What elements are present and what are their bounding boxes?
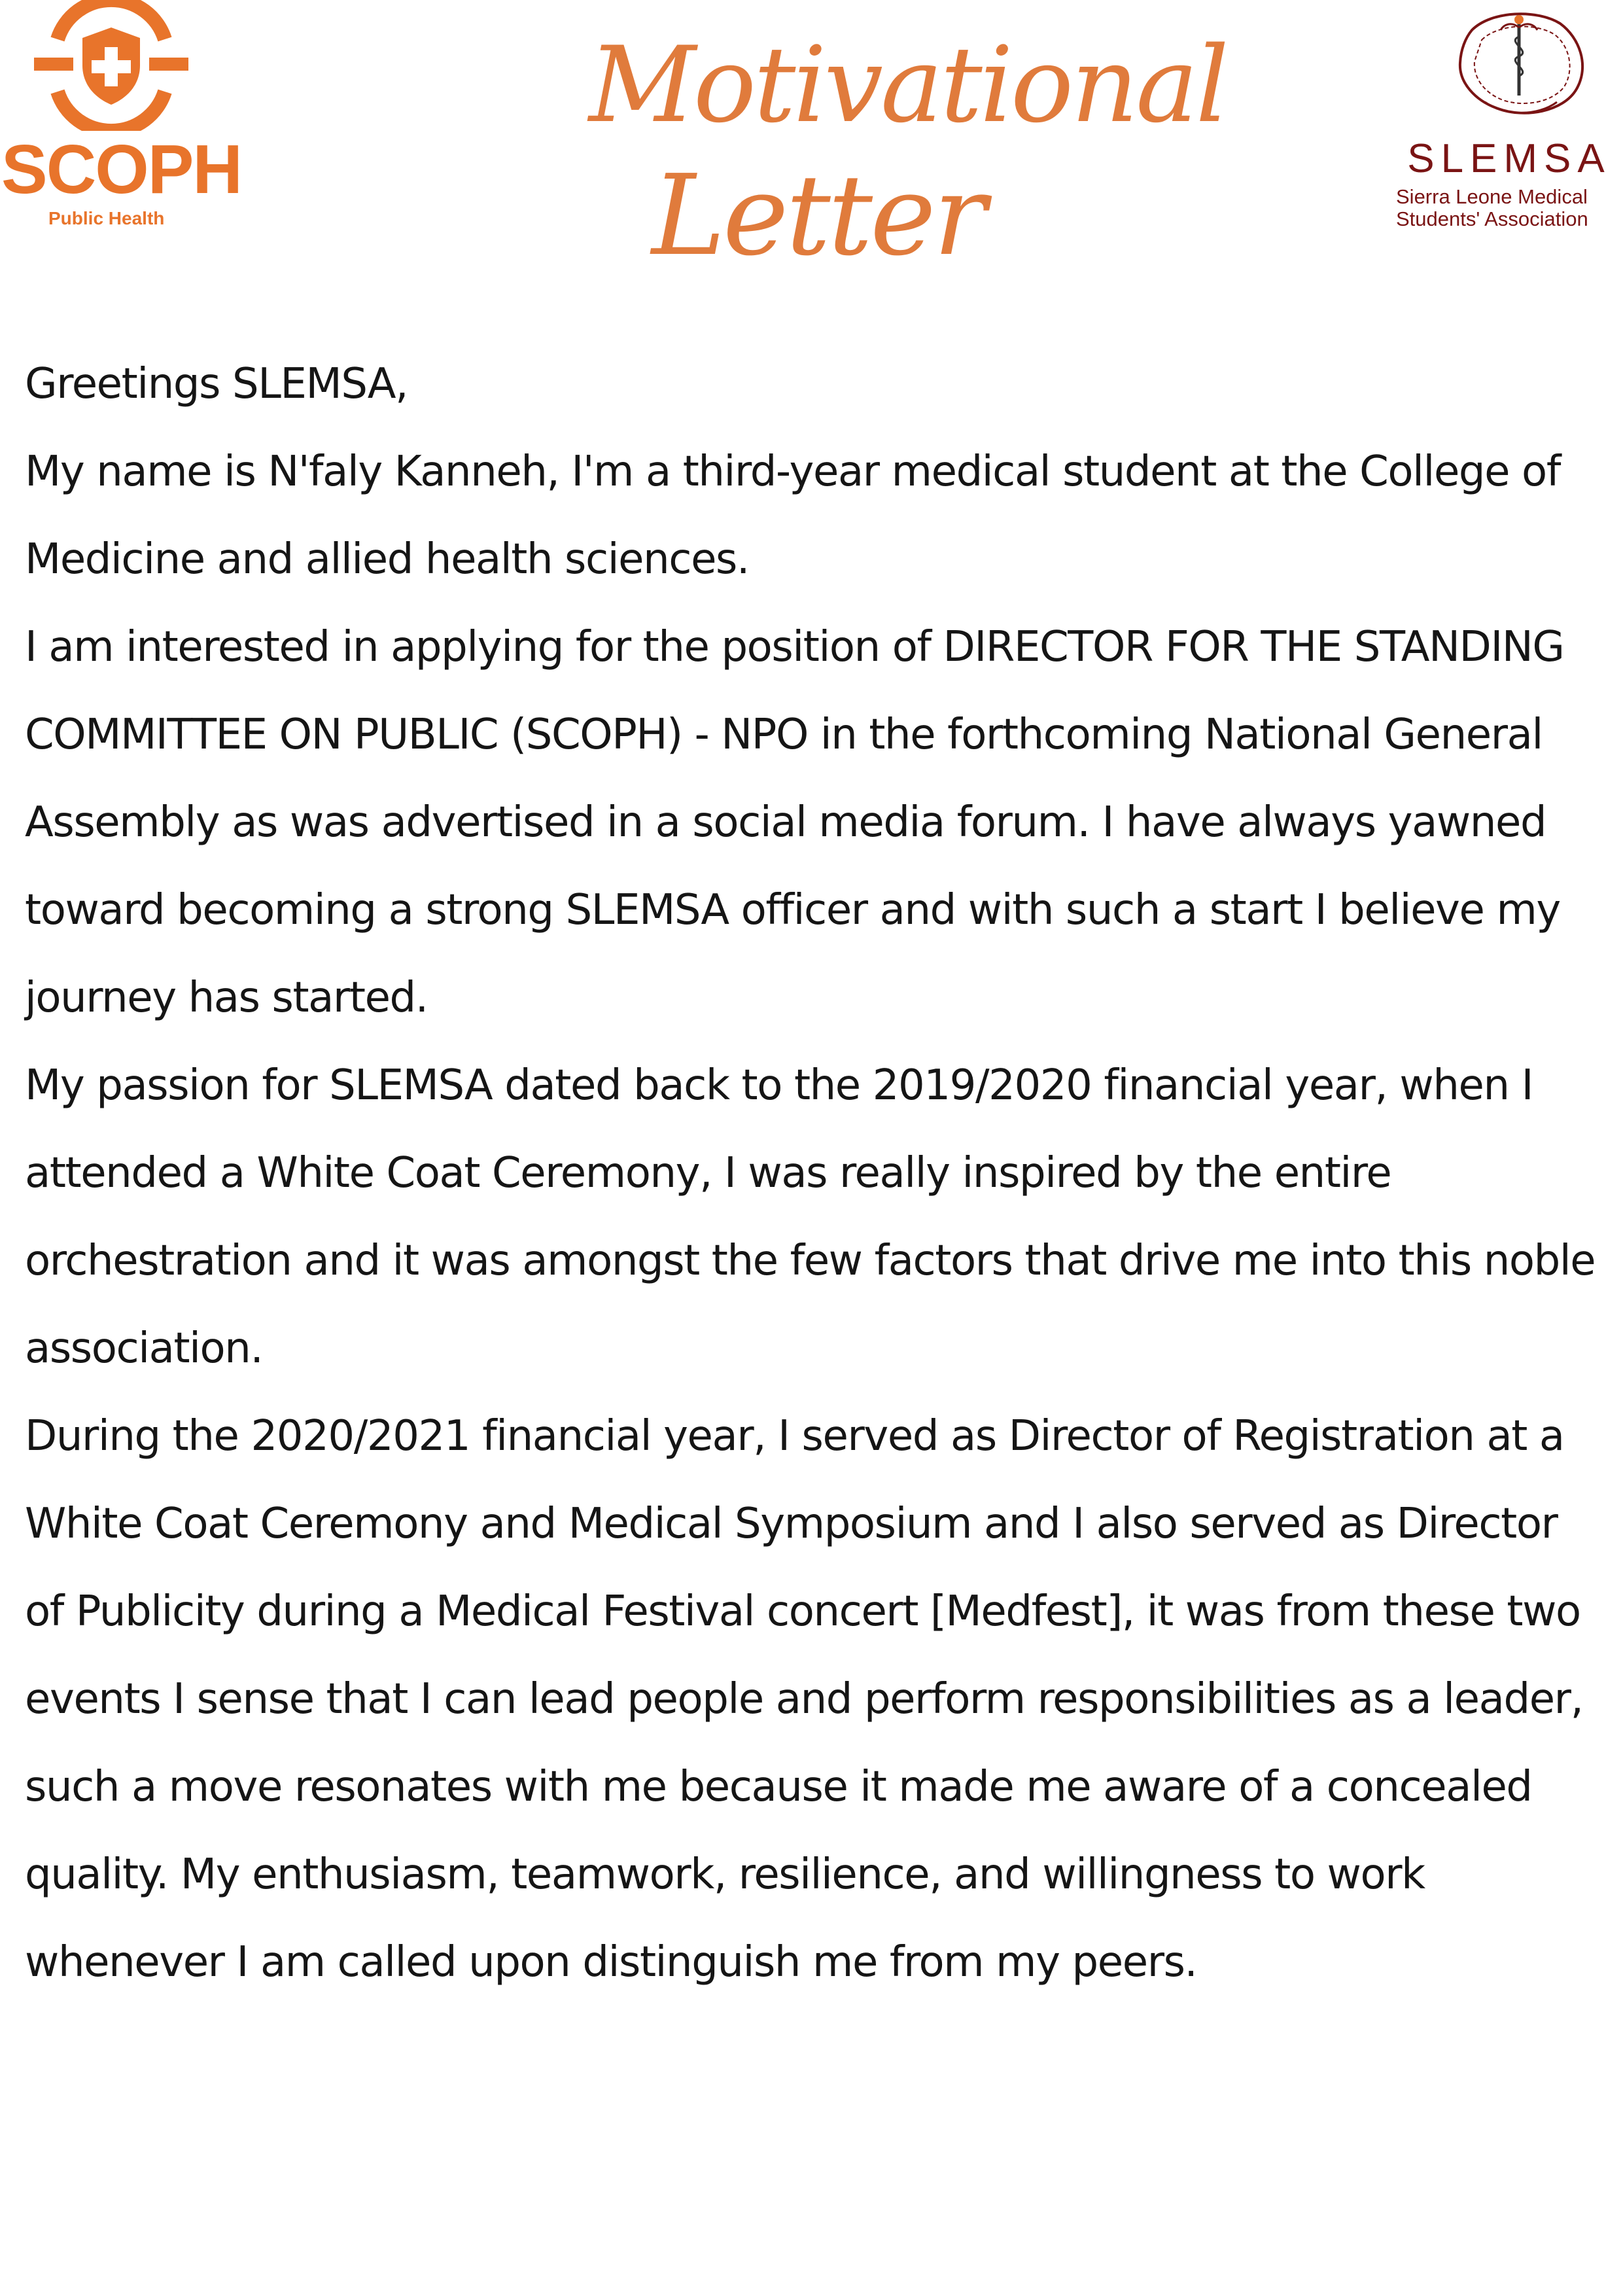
slemsa-logo-name: SLEMSA xyxy=(1407,136,1611,181)
slemsa-logo xyxy=(1387,0,1623,242)
sierra-leone-map-emblem-icon xyxy=(1446,4,1596,128)
scoph-shield-icon xyxy=(34,0,188,131)
slemsa-subtitle-line-2: Students' Association xyxy=(1396,207,1588,230)
letter-greeting: Greetings SLEMSA, xyxy=(25,360,408,408)
title-line-2: Letter xyxy=(652,151,984,281)
slemsa-logo-subtitle xyxy=(1396,186,1622,230)
page-title xyxy=(589,20,1227,321)
letter-paragraph: I am interested in applying for the position of DIRECTOR FOR THE STANDING COMMITTEE ON PUBLIC (SCOPH) - NPO in the forthcoming National General Assembly as was advertised in a social media forum. I have always yawned toward becoming a strong SLEMSA officer and with such a start I believe my journey has started. xyxy=(25,623,1564,1022)
letter-paragraph: During the 2020/2021 financial year, I served as Director of Registration at a White Coat Ceremony and Medical Symposium and I also served as Director of Publicity during a Medical Festival concert [Medfest], it was from these two events I sense that I can lead people and perform responsibilities as a leader, such a move resonates with me because it made me aware of a concealed quality. My enthusiasm, teamwork, resilience, and willingness to work whenever I am called upon distinguish me from my peers. xyxy=(25,1412,1583,1987)
scoph-logo-name: SCOPH xyxy=(1,131,241,208)
letter-paragraph: My passion for SLEMSA dated back to the 2019/2020 financial year, when I attended a White Coat Ceremony, I was really inspired by the entire orchestration and it was amongst the few factors that drive me into this noble association. xyxy=(25,1061,1596,1373)
scoph-logo xyxy=(0,0,241,236)
letter-body xyxy=(25,340,1608,2006)
letter-paragraph: My name is N'faly Kanneh, I'm a third-year medical student at the College of Medicine and allied health sciences. xyxy=(25,448,1560,584)
title-line-1: Motivational xyxy=(589,24,1227,146)
slemsa-subtitle-line-1: Sierra Leone Medical xyxy=(1396,185,1588,208)
scoph-logo-subtitle: Public Health xyxy=(48,208,165,228)
